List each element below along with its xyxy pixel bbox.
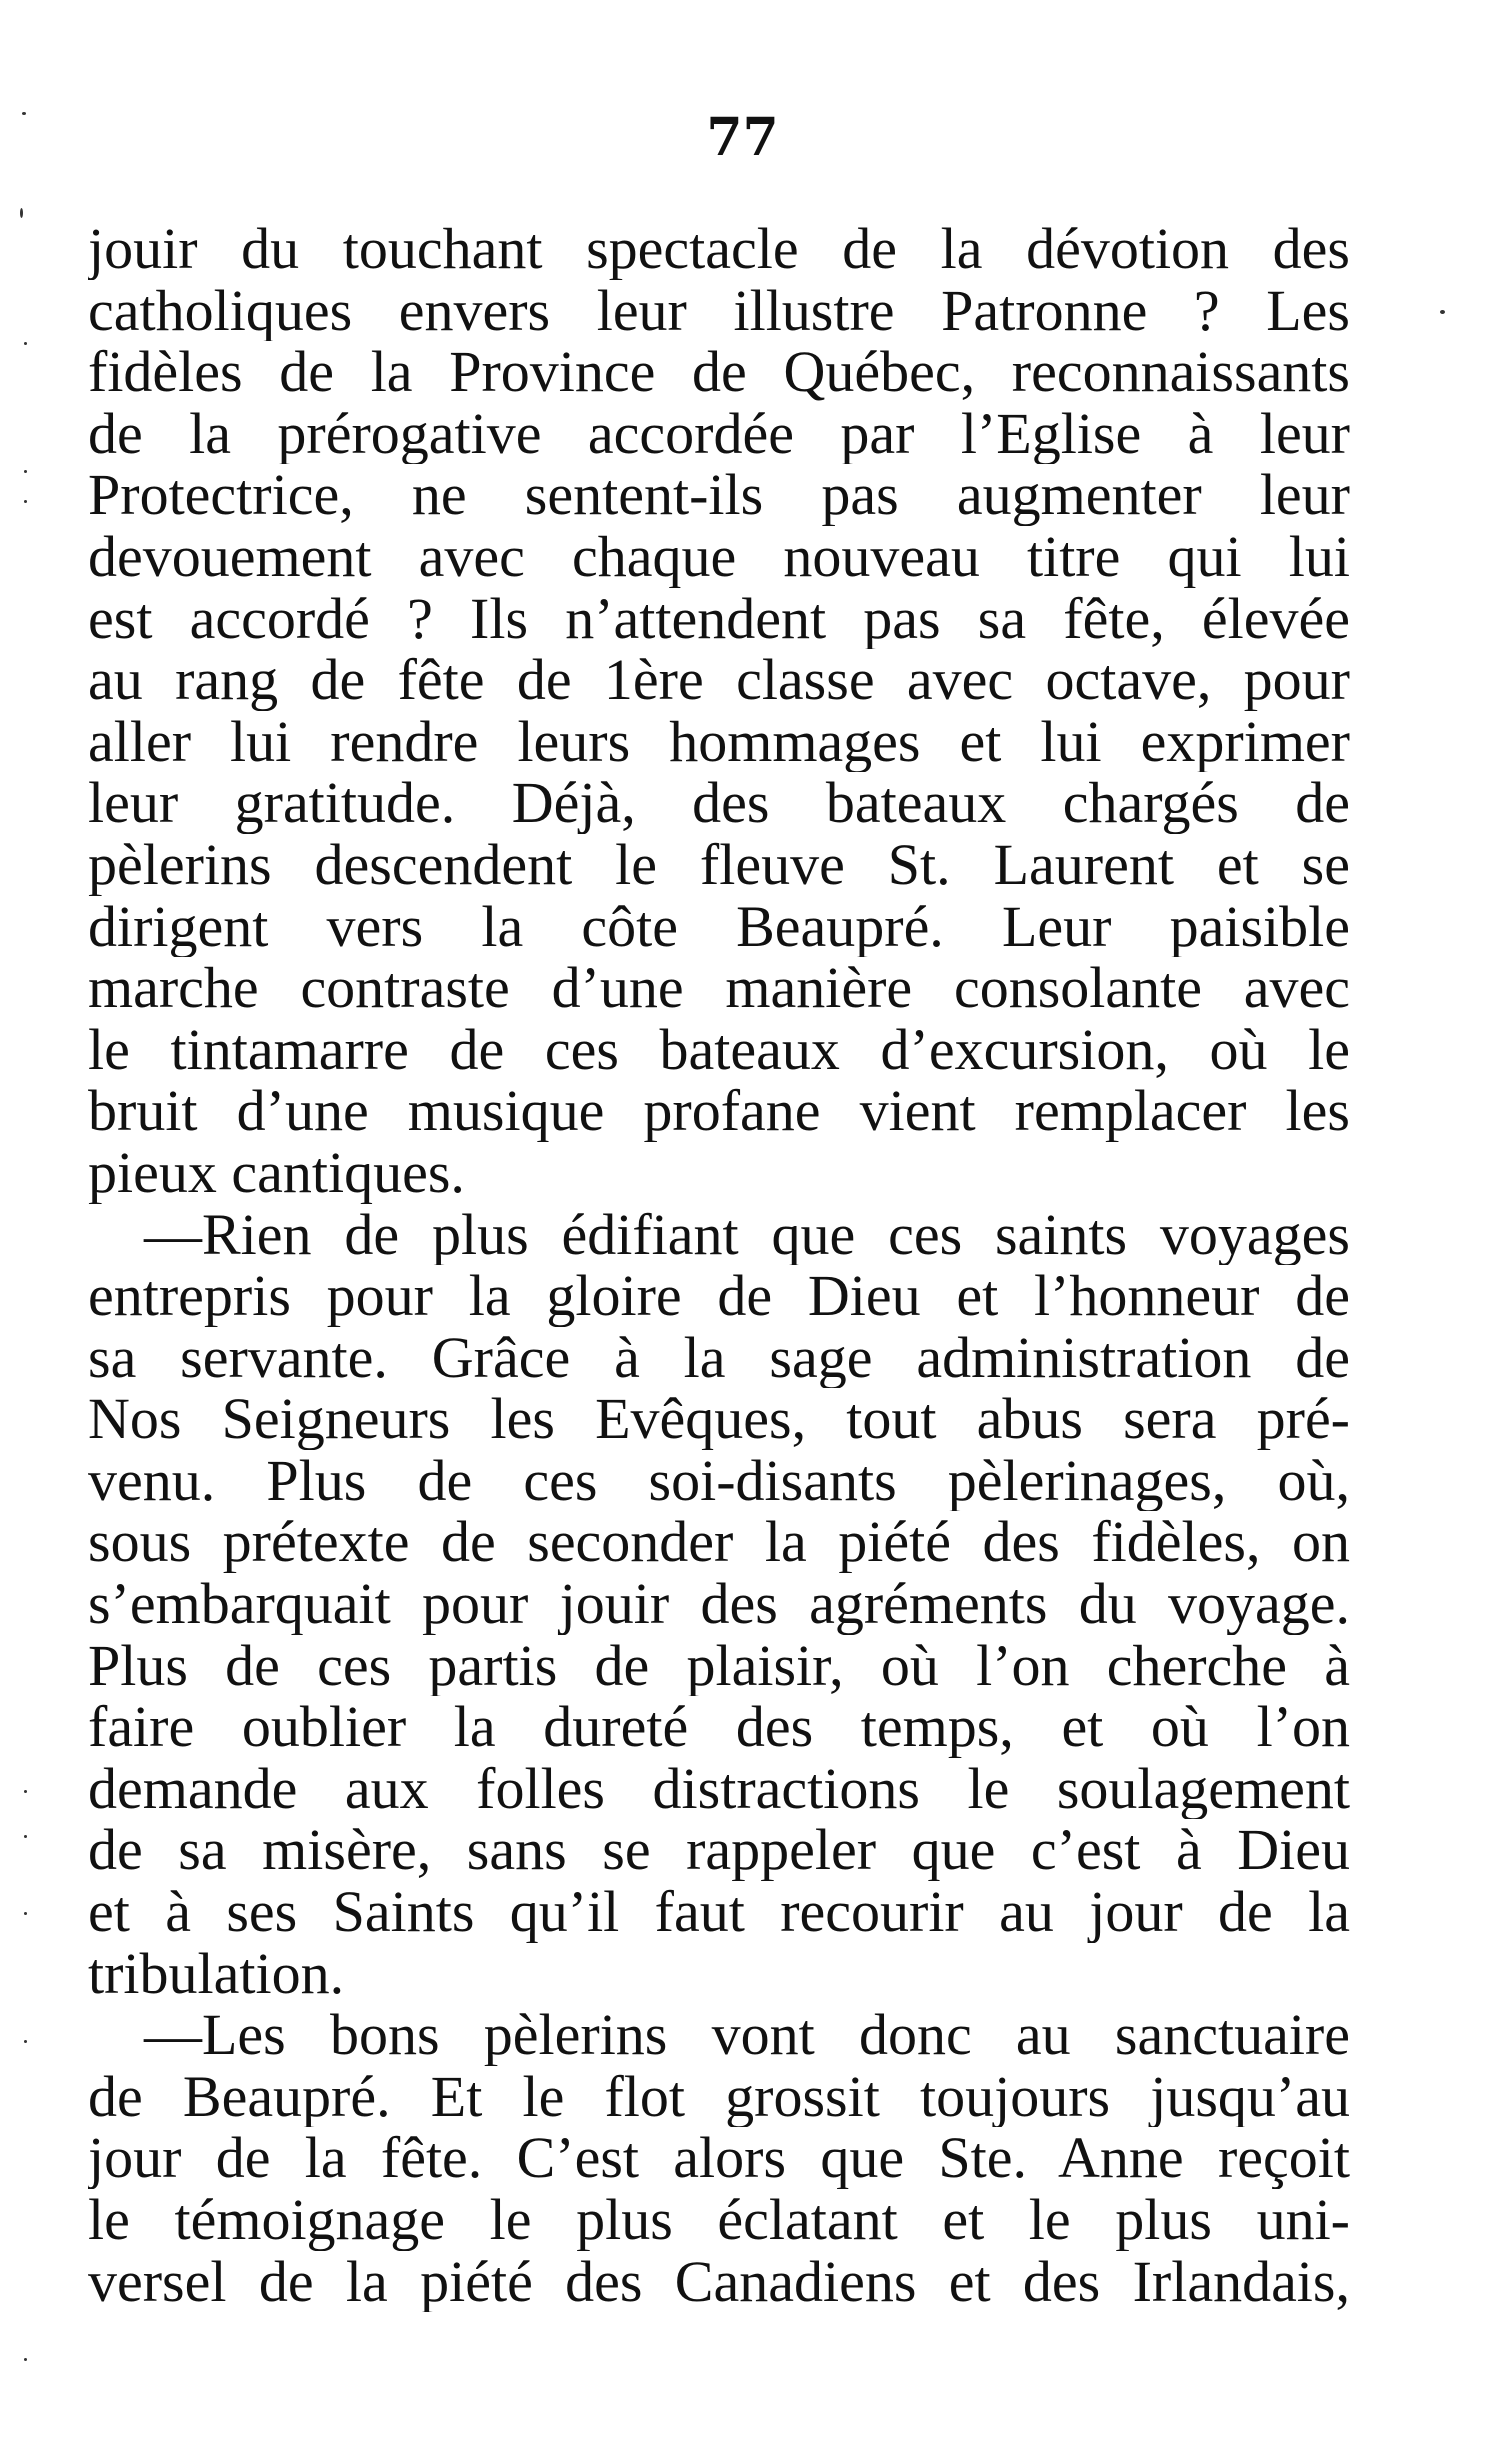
text-line: demande aux folles distractions le soulagement	[88, 1757, 1350, 1820]
text-line: jouir du touchant spectacle de la dévotion des	[88, 218, 1350, 280]
text-line: le tintamarre de ces bateaux d’excursion, où le	[88, 1018, 1350, 1081]
text-line: au rang de fête de 1ère classe avec octave, pour	[88, 649, 1350, 711]
scan-speck	[24, 500, 27, 503]
scan-speck	[24, 342, 27, 345]
text-line: venu. Plus de ces soi-disants pèlerinages, où,	[88, 1449, 1350, 1512]
text-line: aller lui rendre leurs hommages et lui exprimer	[88, 710, 1350, 773]
scan-speck	[24, 1790, 27, 1793]
scan-speck	[22, 112, 26, 115]
text-line: catholiques envers leur illustre Patronne ? Les	[88, 279, 1350, 342]
paragraph-start-line: —Rien de plus édifiant que ces saints voyages	[144, 1203, 1350, 1266]
text-line: versel de la piété des Canadiens et des Irlandais,	[88, 2250, 1350, 2313]
scan-speck	[24, 1912, 27, 1915]
scan-speck	[20, 208, 23, 218]
text-line: de la prérogative accordée par l’Eglise à leur	[88, 402, 1350, 465]
text-line: le témoignage le plus éclatant et le plus uni-	[88, 2189, 1350, 2251]
text-line: Plus de ces partis de plaisir, où l’on cherche à	[88, 1634, 1350, 1697]
body-text	[88, 218, 1350, 2312]
scan-speck	[24, 470, 27, 473]
text-line: de sa misère, sans se rappeler que c’est à Dieu	[88, 1819, 1350, 1882]
scan-speck	[24, 2358, 27, 2361]
text-line: Nos Seigneurs les Evêques, tout abus sera pré-	[88, 1388, 1350, 1450]
text-line: Protectrice, ne sentent-ils pas augmenter leur	[88, 464, 1350, 526]
text-line: entrepris pour la gloire de Dieu et l’honneur de	[88, 1265, 1350, 1327]
text-line: s’embarquait pour jouir des agréments du voyage.	[88, 1573, 1350, 1635]
text-line: faire oublier la dureté des temps, et où l’on	[88, 1696, 1350, 1758]
text-line: sous prétexte de seconder la piété des fidèles, on	[88, 1511, 1350, 1574]
text-line: fidèles de la Province de Québec, reconnaissants	[88, 341, 1350, 403]
text-line: est accordé ? Ils n’attendent pas sa fête, élevée	[88, 587, 1350, 650]
text-line: sa servante. Grâce à la sage administration de	[88, 1326, 1350, 1389]
text-line: bruit d’une musique profane vient remplacer les	[88, 1080, 1350, 1142]
paragraph-end-line: pieux cantiques.	[88, 1141, 465, 1204]
text-line: de Beaupré. Et le flot grossit toujours jusqu’au	[88, 2065, 1350, 2128]
paragraph-start-line: —Les bons pèlerins vont donc au sanctuaire	[144, 2004, 1350, 2066]
text-line: dirigent vers la côte Beaupré. Leur paisible	[88, 895, 1350, 958]
text-line: jour de la fête. C’est alors que Ste. Anne reçoit	[88, 2127, 1350, 2189]
text-line: et à ses Saints qu’il faut recourir au jour de la	[88, 1881, 1350, 1943]
page-number: 77	[706, 107, 779, 168]
text-line: devouement avec chaque nouveau titre qui lui	[88, 525, 1350, 588]
text-line: pèlerins descendent le fleuve St. Laurent et se	[88, 833, 1350, 896]
scan-speck	[24, 1835, 27, 1838]
scan-speck	[1440, 310, 1445, 314]
text-line: marche contraste d’une manière consolante avec	[88, 957, 1350, 1019]
scan-speck	[24, 2040, 27, 2043]
text-line: leur gratitude. Déjà, des bateaux chargés de	[88, 772, 1350, 834]
paragraph-end-line: tribulation.	[88, 1942, 345, 2005]
